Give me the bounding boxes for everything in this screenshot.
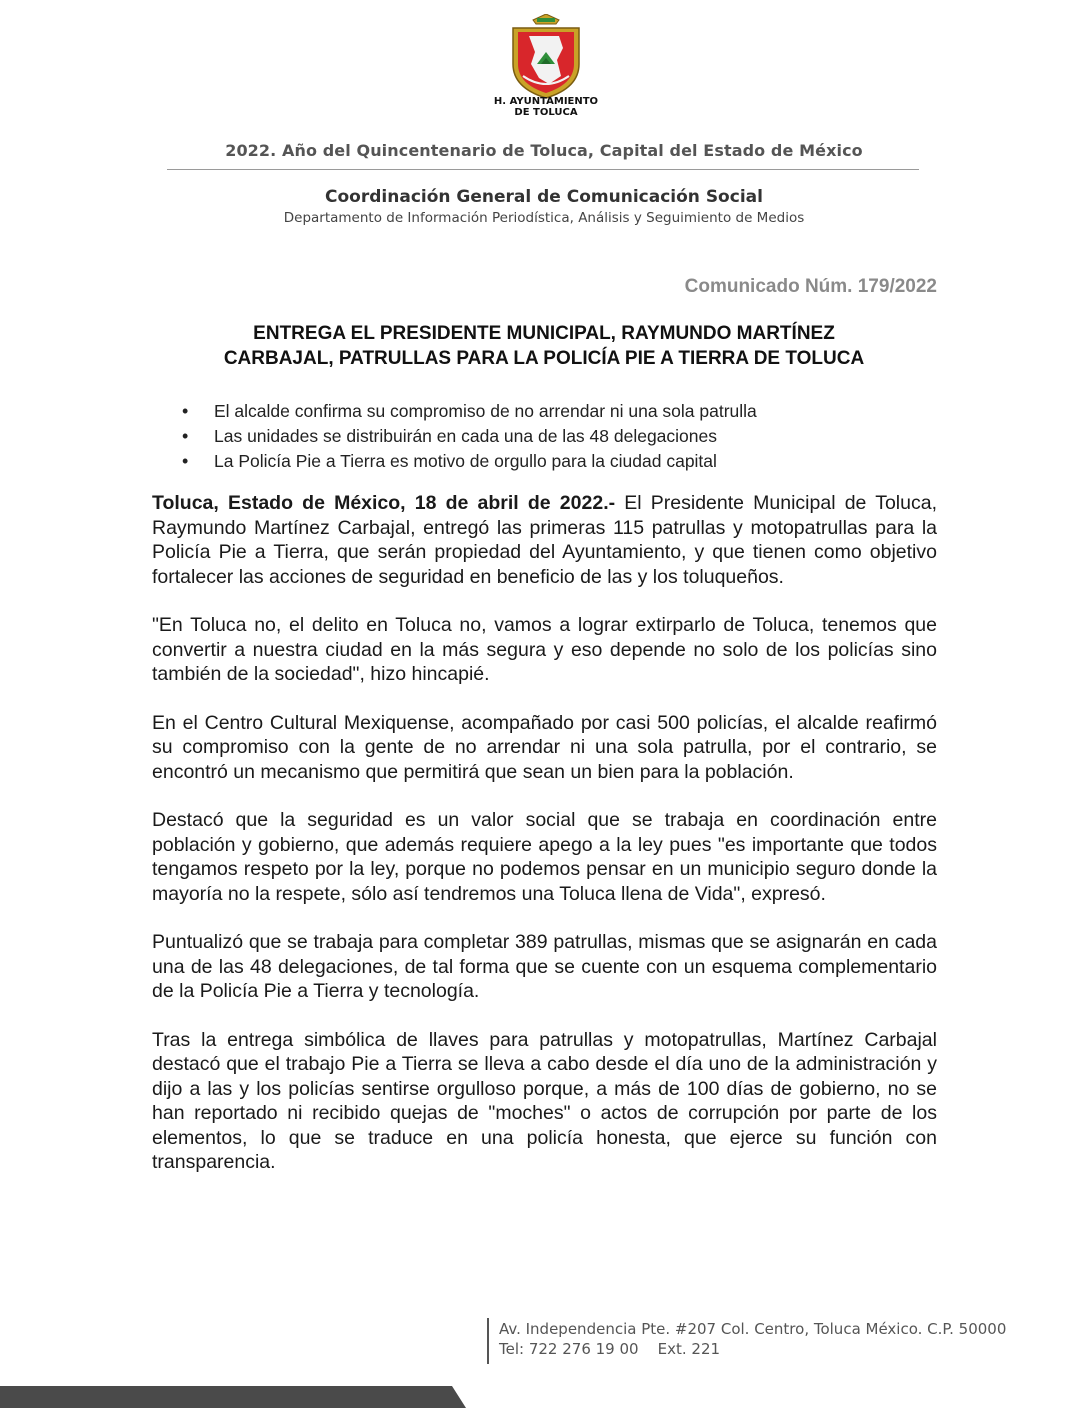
summary-bullets — [176, 399, 757, 474]
bullet-item — [176, 449, 757, 474]
article-body — [152, 491, 937, 1199]
paragraph-1 — [152, 491, 937, 589]
header-divider — [167, 169, 919, 170]
bullet-text: El alcalde confirma su compromiso de no arrendar ni una sola patrulla — [214, 401, 757, 421]
dateline: Toluca, Estado de México, 18 de abril de 2022.- — [152, 492, 616, 514]
toluca-crest-logo — [503, 14, 589, 100]
headline-line1: ENTREGA EL PRESIDENTE MUNICIPAL, RAYMUNDO MARTÍNEZ — [253, 323, 835, 344]
paragraph-6: Tras la entrega simbólica de llaves para patrullas y motopatrullas, Martínez Carbajal destacó que el trabajo Pie a Tierra se lleva a cabo desde el día uno de la administración y dijo a las y los policías sentirse orgulloso porque, a más de 100 días de gobierno, no se han reportado ni recibido quejas de "moches" o actos de corrupción por parte de los elementos, lo que se traduce en una policía honesta, que ejerce su función con transparencia. — [152, 1028, 937, 1173]
bullet-dot-icon: • — [182, 426, 189, 446]
bullet-item — [176, 399, 757, 424]
footer-telephone: Tel: 722 276 19 00 Ext. 221 — [499, 1340, 721, 1358]
bullet-text: La Policía Pie a Tierra es motivo de orgullo para la ciudad capital — [214, 451, 717, 471]
paragraph-5: Puntualizó que se trabaja para completar 389 patrullas, mismas que se asignarán en cada una de las 48 delegaciones, de tal forma que se cuente con un esquema complementario de la Policía Pie a Tierra y tecnología. — [152, 931, 937, 1002]
footer-band — [0, 1386, 1088, 1408]
crest-caption-line1: H. AYUNTAMIENTO — [493, 96, 599, 107]
footer-divider — [487, 1318, 489, 1364]
coordination-title: Coordinación General de Comunicación Social — [325, 187, 763, 207]
paragraph-4: Destacó que la seguridad es un valor social que se trabaja en coordinación entre población y gobierno, que además requiere apego a la ley pues "es importante que todos tengamos respeto por la ley, porque no podemos pensar en un municipio seguro donde la mayoría no la respete, sólo así tendremos una Toluca llena de Vida", expresó. — [152, 809, 937, 905]
paragraph-3: En el Centro Cultural Mexiquense, acompañado por casi 500 policías, el alcalde reafirmó su compromiso con la gente de no arrendar ni una sola patrulla, por el contrario, se encontró un mecanismo que permitirá que sean un bien para la población. — [152, 711, 937, 783]
bullet-dot-icon: • — [182, 451, 189, 471]
department-subtitle: Departamento de Información Periodística, Análisis y Seguimiento de Medios — [283, 210, 805, 226]
bullet-item — [176, 424, 757, 449]
crest-caption — [470, 96, 622, 118]
communique-number: Comunicado Núm. 179/2022 — [684, 276, 937, 297]
bullet-dot-icon: • — [182, 401, 189, 421]
paragraph-2: "En Toluca no, el delito en Toluca no, vamos a lograr extirparlo de Toluca, tenemos que convertir a nuestra ciudad en la más segura y eso depende no solo de los policías sino también de la sociedad", hizo hincapié. — [152, 614, 937, 685]
crest-caption-line2: DE TOLUCA — [514, 107, 578, 118]
footer-address: Av. Independencia Pte. #207 Col. Centro, Toluca México. C.P. 50000 — [499, 1320, 1007, 1338]
headline — [150, 321, 938, 371]
paragraph-1-text: El Presidente Municipal de Toluca, Raymundo Martínez Carbajal, entregó las primeras 115 patrullas y motopatrullas para la Policía Pie a Tierra, que serán propiedad del Ayuntamiento, y que tienen como objetivo fortalecer las acciones de seguridad en beneficio de las y los toluqueños. — [152, 492, 937, 588]
year-slogan: 2022. Año del Quincentenario de Toluca, Capital del Estado de México — [225, 141, 863, 160]
bullet-text: Las unidades se distribuirán en cada una de las 48 delegaciones — [214, 426, 717, 446]
headline-line2: CARBAJAL, PATRULLAS PARA LA POLICÍA PIE A TIERRA DE TOLUCA — [223, 348, 865, 369]
